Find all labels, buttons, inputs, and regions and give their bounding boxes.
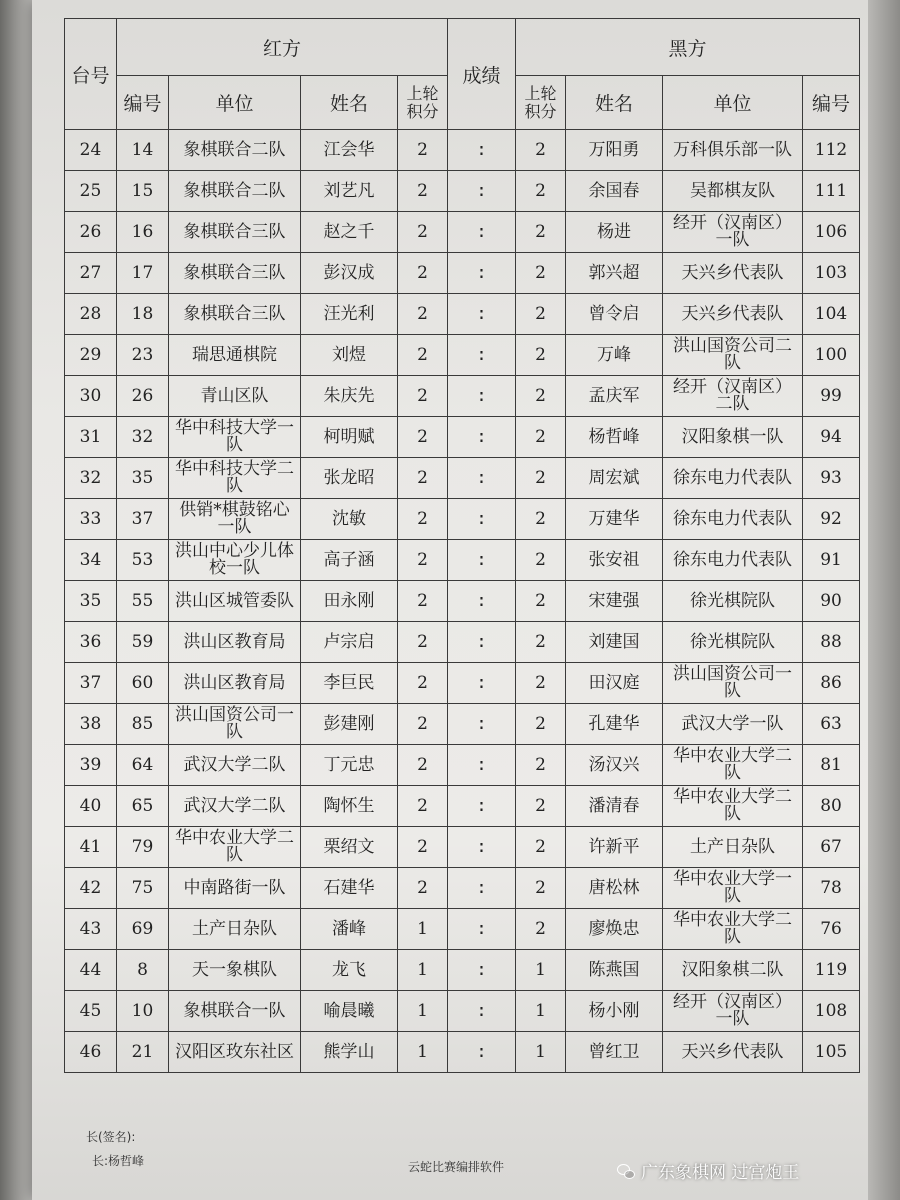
table-row xyxy=(65,581,860,622)
red-unit-cell: 华中农业大学二队 xyxy=(169,827,301,868)
black-no-cell: 80 xyxy=(803,786,860,827)
table-row xyxy=(65,745,860,786)
board-no-cell: 28 xyxy=(65,294,117,335)
red-points-cell: 2 xyxy=(398,581,448,622)
red-no-cell: 16 xyxy=(117,212,169,253)
black-no-cell: 111 xyxy=(803,171,860,212)
red-points-cell: 2 xyxy=(398,417,448,458)
red-name-cell: 刘艺凡 xyxy=(301,171,398,212)
red-name-cell: 李巨民 xyxy=(301,663,398,704)
black-no-cell: 112 xyxy=(803,130,860,171)
black-no-cell: 100 xyxy=(803,335,860,376)
black-unit-cell: 汉阳象棋一队 xyxy=(663,417,803,458)
black-unit-cell: 洪山国资公司一队 xyxy=(663,663,803,704)
red-unit-cell: 华中科技大学二队 xyxy=(169,458,301,499)
black-no-cell: 106 xyxy=(803,212,860,253)
black-no-cell: 67 xyxy=(803,827,860,868)
board-no-cell: 31 xyxy=(65,417,117,458)
paper-shadow-right xyxy=(868,0,900,1200)
table-row xyxy=(65,868,860,909)
black-points-cell: 2 xyxy=(516,663,566,704)
table-row xyxy=(65,458,860,499)
black-unit-cell: 洪山国资公司二队 xyxy=(663,335,803,376)
red-no-cell: 15 xyxy=(117,171,169,212)
black-name-cell: 曾令启 xyxy=(566,294,663,335)
black-name-cell: 郭兴超 xyxy=(566,253,663,294)
black-name-cell: 杨哲峰 xyxy=(566,417,663,458)
black-name-cell: 汤汉兴 xyxy=(566,745,663,786)
red-unit-cell: 洪山国资公司一队 xyxy=(169,704,301,745)
red-name-cell: 栗绍文 xyxy=(301,827,398,868)
board-no-cell: 43 xyxy=(65,909,117,950)
red-no-cell: 53 xyxy=(117,540,169,581)
black-no-cell: 81 xyxy=(803,745,860,786)
red-unit-cell: 武汉大学二队 xyxy=(169,786,301,827)
red-no-cell: 55 xyxy=(117,581,169,622)
red-no-cell: 59 xyxy=(117,622,169,663)
paper-shadow-left xyxy=(0,0,32,1200)
result-cell: : xyxy=(448,540,516,581)
black-points-cell: 2 xyxy=(516,786,566,827)
red-name-cell: 潘峰 xyxy=(301,909,398,950)
black-unit-cell: 徐光棋院队 xyxy=(663,622,803,663)
red-points-cell: 2 xyxy=(398,745,448,786)
table-row xyxy=(65,622,860,663)
black-no-cell: 108 xyxy=(803,991,860,1032)
black-points-cell: 2 xyxy=(516,335,566,376)
red-points-cell: 2 xyxy=(398,868,448,909)
red-name-cell: 柯明赋 xyxy=(301,417,398,458)
red-unit-cell: 瑞思通棋院 xyxy=(169,335,301,376)
red-unit-cell: 中南路街一队 xyxy=(169,868,301,909)
red-name-cell: 龙飞 xyxy=(301,950,398,991)
black-points-cell: 1 xyxy=(516,950,566,991)
red-points-cell: 2 xyxy=(398,704,448,745)
black-unit-cell: 经开（汉南区）一队 xyxy=(663,212,803,253)
black-name-cell: 陈燕国 xyxy=(566,950,663,991)
red-points-cell: 2 xyxy=(398,540,448,581)
red-points-header: 上轮积分 xyxy=(398,76,448,130)
red-unit-cell: 洪山中心少儿体校一队 xyxy=(169,540,301,581)
black-unit-cell: 武汉大学一队 xyxy=(663,704,803,745)
red-points-cell: 2 xyxy=(398,130,448,171)
red-name-cell: 卢宗启 xyxy=(301,622,398,663)
black-unit-cell: 华中农业大学二队 xyxy=(663,745,803,786)
black-no-cell: 104 xyxy=(803,294,860,335)
black-name-cell: 廖焕忠 xyxy=(566,909,663,950)
black-name-cell: 刘建国 xyxy=(566,622,663,663)
black-name-cell: 余国春 xyxy=(566,171,663,212)
result-cell: : xyxy=(448,130,516,171)
red-no-cell: 18 xyxy=(117,294,169,335)
result-cell: : xyxy=(448,171,516,212)
black-points-header: 上轮积分 xyxy=(516,76,566,130)
red-unit-cell: 洪山区城管委队 xyxy=(169,581,301,622)
red-name-cell: 沈敏 xyxy=(301,499,398,540)
result-cell: : xyxy=(448,212,516,253)
red-points-cell: 1 xyxy=(398,950,448,991)
black-unit-cell: 天兴乡代表队 xyxy=(663,294,803,335)
red-no-cell: 35 xyxy=(117,458,169,499)
red-unit-cell: 青山区队 xyxy=(169,376,301,417)
black-unit-cell: 华中农业大学一队 xyxy=(663,868,803,909)
red-no-cell: 79 xyxy=(117,827,169,868)
red-points-cell: 2 xyxy=(398,253,448,294)
black-no-cell: 86 xyxy=(803,663,860,704)
board-no-cell: 29 xyxy=(65,335,117,376)
black-unit-cell: 万科俱乐部一队 xyxy=(663,130,803,171)
red-no-cell: 32 xyxy=(117,417,169,458)
board-no-cell: 38 xyxy=(65,704,117,745)
result-cell: : xyxy=(448,622,516,663)
red-points-cell: 2 xyxy=(398,376,448,417)
pairings-body xyxy=(65,130,860,1073)
red-unit-cell: 洪山区教育局 xyxy=(169,622,301,663)
red-name-cell: 彭建刚 xyxy=(301,704,398,745)
red-no-cell: 10 xyxy=(117,991,169,1032)
black-no-cell: 78 xyxy=(803,868,860,909)
red-unit-cell: 武汉大学二队 xyxy=(169,745,301,786)
result-cell: : xyxy=(448,581,516,622)
result-cell: : xyxy=(448,786,516,827)
black-points-cell: 2 xyxy=(516,499,566,540)
red-points-cell: 1 xyxy=(398,1032,448,1073)
black-name-cell: 周宏斌 xyxy=(566,458,663,499)
red-name-cell: 赵之千 xyxy=(301,212,398,253)
red-name-header: 姓名 xyxy=(301,76,398,130)
red-unit-cell: 象棋联合二队 xyxy=(169,171,301,212)
black-no-cell: 93 xyxy=(803,458,860,499)
black-name-cell: 许新平 xyxy=(566,827,663,868)
red-no-cell: 14 xyxy=(117,130,169,171)
red-no-header: 编号 xyxy=(117,76,169,130)
red-unit-cell: 洪山区教育局 xyxy=(169,663,301,704)
red-points-cell: 2 xyxy=(398,458,448,499)
board-no-cell: 36 xyxy=(65,622,117,663)
black-points-cell: 1 xyxy=(516,991,566,1032)
table-row xyxy=(65,294,860,335)
black-no-cell: 94 xyxy=(803,417,860,458)
black-points-cell: 2 xyxy=(516,417,566,458)
table-row xyxy=(65,253,860,294)
black-side-header: 黑方 xyxy=(516,19,860,76)
black-no-cell: 92 xyxy=(803,499,860,540)
board-no-cell: 35 xyxy=(65,581,117,622)
red-side-header: 红方 xyxy=(117,19,448,76)
table-row xyxy=(65,171,860,212)
black-unit-cell: 徐东电力代表队 xyxy=(663,540,803,581)
red-no-cell: 23 xyxy=(117,335,169,376)
result-cell: : xyxy=(448,663,516,704)
red-no-cell: 37 xyxy=(117,499,169,540)
black-points-cell: 2 xyxy=(516,376,566,417)
board-no-cell: 30 xyxy=(65,376,117,417)
black-points-cell: 2 xyxy=(516,622,566,663)
red-unit-cell: 土产日杂队 xyxy=(169,909,301,950)
red-no-cell: 85 xyxy=(117,704,169,745)
black-unit-cell: 汉阳象棋二队 xyxy=(663,950,803,991)
red-points-cell: 2 xyxy=(398,786,448,827)
red-points-cell: 2 xyxy=(398,335,448,376)
board-no-cell: 34 xyxy=(65,540,117,581)
red-name-cell: 高子涵 xyxy=(301,540,398,581)
red-no-cell: 60 xyxy=(117,663,169,704)
black-unit-cell: 经开（汉南区）二队 xyxy=(663,376,803,417)
red-unit-cell: 象棋联合三队 xyxy=(169,253,301,294)
red-points-cell: 2 xyxy=(398,171,448,212)
table-row xyxy=(65,212,860,253)
watermark-text: 广东象棋网 过宫炮王 xyxy=(641,1163,800,1183)
red-unit-cell: 象棋联合一队 xyxy=(169,991,301,1032)
black-no-cell: 99 xyxy=(803,376,860,417)
board-no-cell: 24 xyxy=(65,130,117,171)
result-cell: : xyxy=(448,745,516,786)
watermark xyxy=(617,1158,799,1183)
wechat-icon xyxy=(617,1163,635,1179)
black-name-cell: 孔建华 xyxy=(566,704,663,745)
black-unit-cell: 土产日杂队 xyxy=(663,827,803,868)
black-no-cell: 90 xyxy=(803,581,860,622)
table-row xyxy=(65,130,860,171)
table-row xyxy=(65,704,860,745)
black-points-cell: 2 xyxy=(516,540,566,581)
black-points-cell: 2 xyxy=(516,212,566,253)
black-no-cell: 88 xyxy=(803,622,860,663)
red-name-cell: 田永刚 xyxy=(301,581,398,622)
red-unit-cell: 华中科技大学一队 xyxy=(169,417,301,458)
table-row xyxy=(65,827,860,868)
red-unit-header: 单位 xyxy=(169,76,301,130)
board-no-cell: 25 xyxy=(65,171,117,212)
red-no-cell: 17 xyxy=(117,253,169,294)
result-cell: : xyxy=(448,909,516,950)
black-unit-cell: 经开（汉南区）一队 xyxy=(663,991,803,1032)
black-points-cell: 2 xyxy=(516,253,566,294)
red-unit-cell: 象棋联合三队 xyxy=(169,294,301,335)
table-row xyxy=(65,499,860,540)
board-no-cell: 39 xyxy=(65,745,117,786)
result-cell: : xyxy=(448,335,516,376)
board-no-cell: 42 xyxy=(65,868,117,909)
result-cell: : xyxy=(448,868,516,909)
result-cell: : xyxy=(448,253,516,294)
board-no-cell: 46 xyxy=(65,1032,117,1073)
red-points-cell: 1 xyxy=(398,991,448,1032)
table-row xyxy=(65,376,860,417)
board-no-header: 台号 xyxy=(65,19,117,130)
red-points-cell: 2 xyxy=(398,294,448,335)
result-cell: : xyxy=(448,704,516,745)
red-name-cell: 汪光利 xyxy=(301,294,398,335)
table-row xyxy=(65,786,860,827)
red-name-cell: 江会华 xyxy=(301,130,398,171)
red-points-cell: 2 xyxy=(398,622,448,663)
red-no-cell: 65 xyxy=(117,786,169,827)
black-name-cell: 杨进 xyxy=(566,212,663,253)
black-name-cell: 万阳勇 xyxy=(566,130,663,171)
black-unit-header: 单位 xyxy=(663,76,803,130)
black-name-cell: 潘清春 xyxy=(566,786,663,827)
black-points-cell: 1 xyxy=(516,1032,566,1073)
board-no-cell: 45 xyxy=(65,991,117,1032)
pairings-table xyxy=(64,18,860,1073)
red-unit-cell: 象棋联合三队 xyxy=(169,212,301,253)
red-name-cell: 朱庆先 xyxy=(301,376,398,417)
board-no-cell: 40 xyxy=(65,786,117,827)
table-row xyxy=(65,663,860,704)
red-name-cell: 丁元忠 xyxy=(301,745,398,786)
board-no-cell: 33 xyxy=(65,499,117,540)
software-credit: 云蛇比赛编排软件 xyxy=(408,1160,505,1174)
board-no-cell: 41 xyxy=(65,827,117,868)
black-name-cell: 孟庆军 xyxy=(566,376,663,417)
board-no-cell: 27 xyxy=(65,253,117,294)
black-points-cell: 2 xyxy=(516,827,566,868)
red-unit-cell: 天一象棋队 xyxy=(169,950,301,991)
red-name-cell: 刘煜 xyxy=(301,335,398,376)
red-unit-cell: 汉阳区玫东社区 xyxy=(169,1032,301,1073)
red-no-cell: 26 xyxy=(117,376,169,417)
red-name-cell: 陶怀生 xyxy=(301,786,398,827)
black-points-cell: 2 xyxy=(516,909,566,950)
black-points-cell: 2 xyxy=(516,745,566,786)
red-no-cell: 8 xyxy=(117,950,169,991)
black-points-cell: 2 xyxy=(516,581,566,622)
table-row xyxy=(65,417,860,458)
black-no-cell: 103 xyxy=(803,253,860,294)
black-name-cell: 万峰 xyxy=(566,335,663,376)
board-no-cell: 44 xyxy=(65,950,117,991)
table-row xyxy=(65,991,860,1032)
red-points-cell: 2 xyxy=(398,827,448,868)
black-name-cell: 曾红卫 xyxy=(566,1032,663,1073)
black-name-cell: 万建华 xyxy=(566,499,663,540)
result-cell: : xyxy=(448,458,516,499)
black-name-header: 姓名 xyxy=(566,76,663,130)
board-no-cell: 37 xyxy=(65,663,117,704)
red-points-cell: 2 xyxy=(398,212,448,253)
board-no-cell: 26 xyxy=(65,212,117,253)
result-cell: : xyxy=(448,1032,516,1073)
table-row xyxy=(65,1032,860,1073)
red-no-cell: 75 xyxy=(117,868,169,909)
result-cell: : xyxy=(448,827,516,868)
black-unit-cell: 天兴乡代表队 xyxy=(663,253,803,294)
black-unit-cell: 华中农业大学二队 xyxy=(663,909,803,950)
red-name-cell: 石建华 xyxy=(301,868,398,909)
result-cell: : xyxy=(448,950,516,991)
black-unit-cell: 天兴乡代表队 xyxy=(663,1032,803,1073)
black-unit-cell: 吴都棋友队 xyxy=(663,171,803,212)
red-name-cell: 熊学山 xyxy=(301,1032,398,1073)
black-points-cell: 2 xyxy=(516,704,566,745)
red-no-cell: 69 xyxy=(117,909,169,950)
board-no-cell: 32 xyxy=(65,458,117,499)
black-points-cell: 2 xyxy=(516,171,566,212)
result-cell: : xyxy=(448,376,516,417)
table-row xyxy=(65,950,860,991)
table-row xyxy=(65,909,860,950)
black-name-cell: 田汉庭 xyxy=(566,663,663,704)
result-cell: : xyxy=(448,499,516,540)
black-no-cell: 76 xyxy=(803,909,860,950)
black-unit-cell: 徐光棋院队 xyxy=(663,581,803,622)
black-name-cell: 杨小刚 xyxy=(566,991,663,1032)
red-points-cell: 2 xyxy=(398,663,448,704)
black-no-cell: 63 xyxy=(803,704,860,745)
result-cell: : xyxy=(448,991,516,1032)
black-points-cell: 2 xyxy=(516,458,566,499)
red-name-cell: 喻晨曦 xyxy=(301,991,398,1032)
red-points-cell: 1 xyxy=(398,909,448,950)
black-no-cell: 119 xyxy=(803,950,860,991)
red-points-cell: 2 xyxy=(398,499,448,540)
black-points-cell: 2 xyxy=(516,294,566,335)
black-no-cell: 91 xyxy=(803,540,860,581)
red-name-cell: 张龙昭 xyxy=(301,458,398,499)
black-points-cell: 2 xyxy=(516,130,566,171)
result-cell: : xyxy=(448,294,516,335)
black-no-header: 编号 xyxy=(803,76,860,130)
red-no-cell: 64 xyxy=(117,745,169,786)
red-unit-cell: 供销*棋鼓铭心一队 xyxy=(169,499,301,540)
red-name-cell: 彭汉成 xyxy=(301,253,398,294)
black-unit-cell: 华中农业大学二队 xyxy=(663,786,803,827)
header-row-1 xyxy=(65,19,860,76)
result-header: 成绩 xyxy=(448,19,516,130)
black-name-cell: 张安祖 xyxy=(566,540,663,581)
black-no-cell: 105 xyxy=(803,1032,860,1073)
signer-line: 长:杨哲峰 xyxy=(92,1154,145,1168)
black-unit-cell: 徐东电力代表队 xyxy=(663,458,803,499)
black-name-cell: 宋建强 xyxy=(566,581,663,622)
signature-line: 长(签名): xyxy=(86,1130,136,1144)
table-row xyxy=(65,335,860,376)
black-unit-cell: 徐东电力代表队 xyxy=(663,499,803,540)
result-cell: : xyxy=(448,417,516,458)
table-row xyxy=(65,540,860,581)
red-no-cell: 21 xyxy=(117,1032,169,1073)
black-points-cell: 2 xyxy=(516,868,566,909)
black-name-cell: 唐松林 xyxy=(566,868,663,909)
red-unit-cell: 象棋联合二队 xyxy=(169,130,301,171)
